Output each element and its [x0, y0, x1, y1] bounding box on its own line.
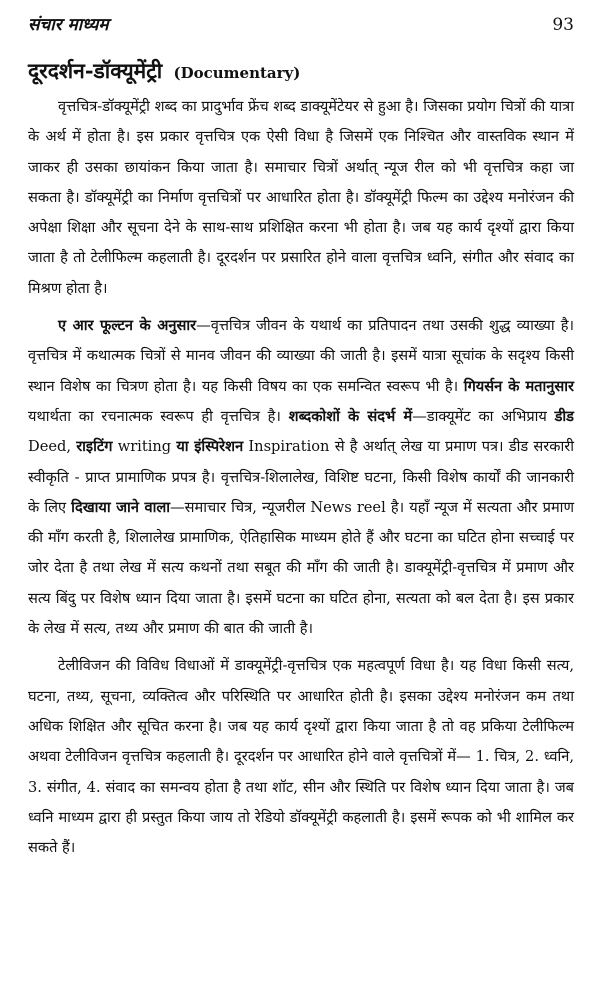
bold-term-grierson: गियर्सन के मतानुसार: [463, 377, 574, 395]
paragraph-2: [28, 311, 574, 644]
running-head: संचार माध्यम: [28, 15, 109, 35]
paragraph-2-text-7: —समाचार चित्र, न्यूजरील News reel है। यहाँ न्यूज में सत्यता और प्रमाण की माँग करती है, शिलालेख प्रामाणिक, ऐतिहासिक माध्यम होते हैं और घटना का घटित होना सच्चाई पर जोर देता है तथा लेख में सत्य कथनों तथा सबूत की माँग की जाती है। डाक्यूमेंट्री-वृत्तचित्र में प्रमाण और सत्य बिंदु पर विशेष ध्यान दिया जाता है। इसमें घटना का घटित होना, सत्यता को बल देता है। इस प्रकार के लेख में सत्य, तथ्य और प्रमाण की बात की जाती है।: [28, 498, 574, 638]
section-title-english: (Documentary): [173, 64, 301, 82]
bold-term-writing: राइटिंग: [76, 438, 113, 456]
bold-term-fulton: ए आर फूल्टन के अनुसार: [58, 317, 197, 335]
bold-term-inspiration: या इंस्पिरेशन: [176, 438, 244, 456]
paragraph-2-text-5: writing: [112, 438, 177, 456]
section-title: [28, 56, 574, 88]
page-number: 93: [552, 15, 574, 35]
bold-term-dictionary: शब्दकोशों के संदर्भ में: [288, 407, 413, 425]
paragraph-2-text-1: —वृत्तचित्र जीवन के यथार्थ का प्रतिपादन तथा उसकी शुद्ध व्याख्या है। वृत्तचित्र में कथात्मक चित्रों से मानव जीवन की व्याख्या की जाती है। इसमें यात्रा सूचांक के सदृश्य किसी स्थान विशेष का चित्रण होता है। यह किसी विषय का एक समन्वित स्वरूप भी है।: [28, 317, 574, 395]
paragraph-1: वृत्तचित्र-डॉक्यूमेंट्री शब्द का प्रादुर्भाव फ्रेंच शब्द डाक्यूमेंटेयर से हुआ है। जिसका प्रयोग चित्रों की यात्रा के अर्थ में होता है। इस प्रकार वृत्तचित्र एक ऐसी विधा है जिसमें एक निश्चित और वास्तविक स्थान में जाकर ही उसका छायांकन किया जाता है। समाचार चित्रों अर्थात् न्यूज रील को भी वृत्तचित्र कहा जा सकता है। डॉक्यूमेंट्री का निर्माण वृत्तचित्रों पर आधारित होता है। डॉक्यूमेंट्री फिल्म का उद्देश्य मनोरंजन की अपेक्षा शिक्षा और सूचना देने के साथ-साथ प्रशिक्षित करना भी होता है। जब यह कार्य दृश्यों द्वारा किया जाता है तो टेलीफिल्म कहलाती है। दूरदर्शन पर प्रसारित होने वाला वृत्तचित्र ध्वनि, संगीत और संवाद का मिश्रण होता है।: [28, 98, 575, 297]
paragraph-2-text-2: यथार्थता का रचनात्मक स्वरूप ही वृत्तचित्र है।: [28, 407, 289, 425]
paragraph-3: टेलीविजन की विविध विधाओं में डाक्यूमेंट्री-वृत्तचित्र एक महत्वपूर्ण विधा है। यह विधा किसी सत्य, घटना, तथ्य, सूचना, व्यक्तित्व और परिस्थिति पर आधारित होती है। इसका उद्देश्य मनोरंजन कम तथा अधिक शिक्षित और सूचित करना है। जब यह कार्य दृश्यों द्वारा किया जाता है तो वह प्रकिया टेलीफिल्म अथवा टेलीविजन वृत्तचित्र कहलाती है। दूरदर्शन पर आधारित होने वाले वृत्तचित्रों में— 1. चित्र, 2. ध्वनि, 3. संगीत, 4. संवाद का समन्वय होता है तथा शॉट, सीन और स्थिति पर विशेष ध्यान दिया जाता है। जब ध्वनि माध्यम द्वारा ही प्रस्तुत किया जाय तो रेडियो डॉक्यूमेंट्री कहलाती है। इसमें रूपक को भी शामिल कर सकते हैं।: [28, 657, 574, 857]
paragraph-2-text-6: Inspiration से है अर्थात् लेख या प्रमाण पत्र। डीड सरकारी स्वीकृति - प्राप्त प्रामाणिक प्रपत्र है। वृत्तचित्र-शिलालेख, विशिष्ट घटना, किसी विशेष कार्यों की जानकारी के लिए: [28, 438, 575, 516]
section-title-hindi: दूरदर्शन-डॉक्यूमेंट्री: [28, 58, 163, 83]
paragraph-2-text-3: —डाक्यूमेंट का अभिप्राय: [412, 407, 555, 425]
bold-term-shown: दिखाया जाने वाला: [71, 498, 171, 516]
paragraph-2-text-4: Deed,: [28, 438, 77, 456]
bold-term-deed: डीड: [554, 407, 574, 425]
page-header: [28, 12, 574, 42]
